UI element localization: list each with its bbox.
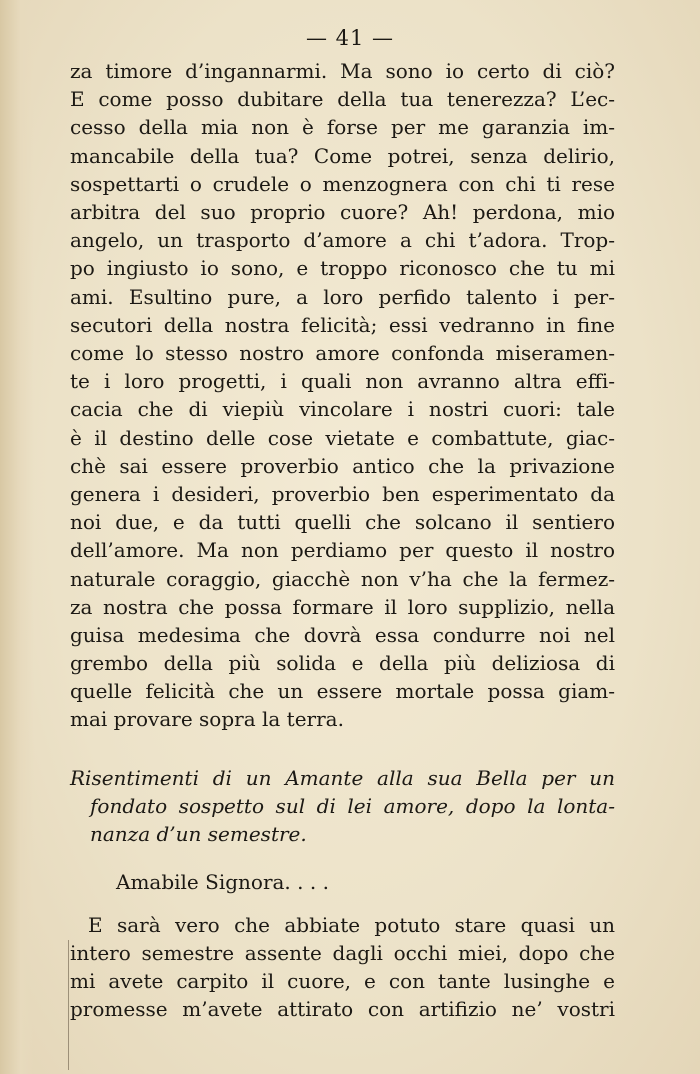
margin-pencil-mark: [68, 940, 69, 1070]
body-line: te i loro progetti, i quali non avranno altra effi-: [70, 369, 615, 393]
body-line: genera i desideri, proverbio ben esperimentato da: [70, 482, 615, 506]
body-line: grembo della più solida e della più deliziosa di: [70, 651, 615, 675]
letter-title-line: Risentimenti di un Amante alla sua Bella per un: [70, 766, 615, 790]
body-line: chè sai essere proverbio antico che la privazione: [70, 454, 615, 478]
body-line: noi due, e da tutti quelli che solcano il sentiero: [70, 510, 615, 534]
body-line: secutori della nostra felicità; essi vedranno in fine: [70, 313, 615, 337]
body-line: za nostra che possa formare il loro supplizio, nella: [70, 595, 615, 619]
salutation: Amabile Signora. . . .: [116, 870, 329, 894]
body-line: sospettarti o crudele o menzognera con chi ti rese: [70, 172, 615, 196]
body-line: cacia che di viepiù vincolare i nostri cuori: tale: [70, 397, 615, 421]
body-line: guisa medesima che dovrà essa condurre noi nel: [70, 623, 615, 647]
page-number: — 41 —: [305, 26, 395, 50]
body-line: arbitra del suo proprio cuore? Ah! perdona, mio: [70, 200, 615, 224]
body-line: ami. Esultino pure, a loro perfido talento i per-: [70, 285, 615, 309]
body-line: mai provare sopra la terra.: [70, 707, 344, 731]
letter-line: mi avete carpito il cuore, e con tante lusinghe e: [70, 969, 615, 993]
body-line: E come posso dubitare della tua tenerezza? L’ec-: [70, 87, 615, 111]
letter-line: E sarà vero che abbiate potuto stare quasi un: [88, 913, 615, 937]
body-line: naturale coraggio, giacchè non v’ha che la fermez-: [70, 567, 615, 591]
body-line: angelo, un trasporto d’amore a chi t’adora. Trop-: [70, 228, 615, 252]
letter-line: intero semestre assente dagli occhi miei, dopo che: [70, 941, 615, 965]
body-line: come lo stesso nostro amore confonda miseramen-: [70, 341, 615, 365]
letter-title-line: nanza d’un semestre.: [90, 822, 307, 846]
body-line: cesso della mia non è forse per me garanzia im-: [70, 115, 615, 139]
page-binding-shadow: [0, 0, 34, 1074]
body-line: è il destino delle cose vietate e combattute, giac-: [70, 426, 615, 450]
body-line: po ingiusto io sono, e troppo riconosco che tu mi: [70, 256, 615, 280]
body-line: quelle felicità che un essere mortale possa giam-: [70, 679, 615, 703]
body-line: dell’amore. Ma non perdiamo per questo il nostro: [70, 538, 615, 562]
letter-title-line: fondato sospetto sul di lei amore, dopo la lonta-: [90, 794, 615, 818]
body-line: za timore d’ingannarmi. Ma sono io certo di ciò?: [70, 59, 615, 83]
letter-line: promesse m’avete attirato con artifizio ne’ vostri: [70, 997, 615, 1021]
body-line: mancabile della tua? Come potrei, senza delirio,: [70, 144, 615, 168]
